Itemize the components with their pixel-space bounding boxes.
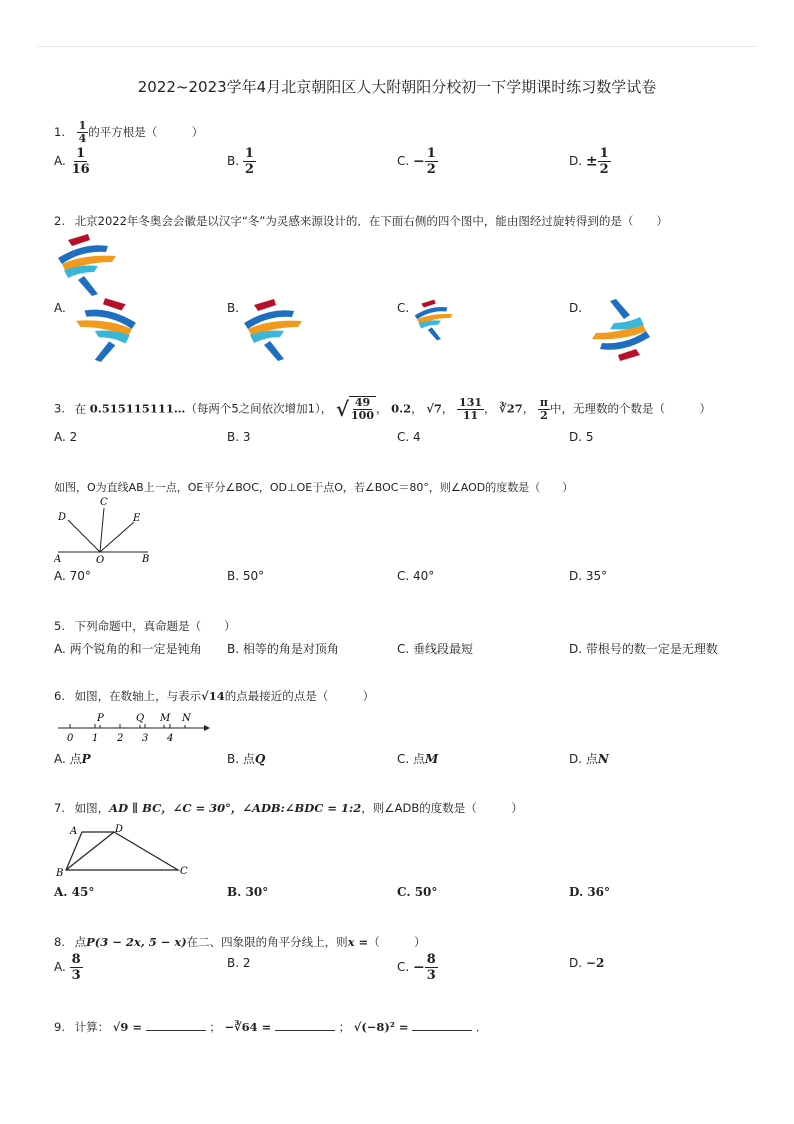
option-b[interactable]: B. 3 <box>227 430 251 444</box>
question-1-options <box>54 146 754 176</box>
option-d[interactable]: D. 点N <box>569 752 609 766</box>
tick-2: 2 <box>117 733 124 744</box>
question-5-options <box>54 640 754 670</box>
point-m: M <box>160 713 171 724</box>
expr-sqrt-neg8-sq: √(−8)² = <box>353 1020 409 1034</box>
option-c[interactable]: C. 40° <box>397 569 435 583</box>
tick-4: 4 <box>167 733 174 744</box>
question-7: 7. 如图，AD ∥ BC，∠C = 30°，∠ADB:∠BDC = 1:2，则∠ADB的度数是（ ） <box>54 801 523 815</box>
label-a: A <box>54 554 62 565</box>
point-n: N <box>182 713 191 724</box>
question-number: 3. <box>54 401 65 416</box>
option-c[interactable]: C. 点M <box>397 752 439 766</box>
option-d[interactable]: D. <box>569 301 583 315</box>
tick-3: 3 <box>142 733 149 744</box>
option-d[interactable]: D. 36° <box>569 885 611 899</box>
label-a: A <box>70 826 78 837</box>
option-d[interactable]: D. −2 <box>569 956 605 970</box>
expr-cbrt-64: −∛64 = <box>224 1020 272 1034</box>
question-text: 的平方根是（ ） <box>88 125 204 139</box>
question-number: 9. <box>54 1020 65 1034</box>
answer-blank-3[interactable] <box>412 1018 472 1031</box>
question-text: 北京2022年冬奥会会徽是以汉字“冬”为灵感来源设计的．在下面右侧的四个图中，能由图经过旋转得到的是（ ） <box>74 214 668 228</box>
question-text: 下列命题中，真命题是（ ） <box>74 619 236 633</box>
answer-blank-1[interactable] <box>146 1018 206 1031</box>
label-b: B <box>56 868 64 879</box>
option-a[interactable]: A. <box>54 301 66 315</box>
label-e: E <box>133 513 141 524</box>
question-number: 1. <box>54 125 65 139</box>
repeating-number: 0.515115111… <box>89 401 186 416</box>
question-8: 8. 点P(3 − 2x, 5 − x)在二、四象限的角平分线上，则x =（ ） <box>54 935 426 949</box>
question-1 <box>54 120 203 145</box>
option-d[interactable]: D. 带根号的数一定是无理数 <box>569 642 718 656</box>
question-number: 7. <box>54 801 65 815</box>
winter-olympics-emblem-original <box>54 232 124 298</box>
option-a[interactable]: A. $\frac{8}{3}$ <box>54 952 81 983</box>
option-d[interactable]: D. 5 <box>569 430 594 444</box>
option-b[interactable]: B. 相等的角是对顶角 <box>227 642 339 656</box>
question-3-options <box>54 430 754 460</box>
option-d[interactable]: D. ± $\frac{1}{2}$ <box>569 146 609 177</box>
condition-math: AD ∥ BC，∠C = 30°，∠ADB:∠BDC = 1:2 <box>109 801 362 815</box>
label-d: D <box>58 512 67 523</box>
option-b[interactable]: B. 2 <box>227 956 251 970</box>
trapezoid-figure <box>54 820 194 880</box>
page-title: 2022~2023学年4月北京朝阳区人大附朝阳分校初一下学期课时练习数学试卷 <box>137 78 657 96</box>
sqrt-14: √14 <box>201 689 225 703</box>
option-c[interactable]: C. 垂线段最短 <box>397 642 474 656</box>
fraction: $\frac{1}{4}$ <box>78 119 87 145</box>
question-text: 如图，O为直线AB上一点，OE平分∠BOC，OD⊥OE于点O，若∠BOC＝80°，则∠AOD的度数是（ ） <box>54 481 574 494</box>
label-b: B <box>142 554 150 565</box>
question-number: 2. <box>54 214 65 228</box>
label-c: C <box>100 497 108 508</box>
option-a[interactable]: A. 点P <box>54 752 91 766</box>
emblem-option-c <box>412 298 458 342</box>
option-b[interactable]: B. <box>227 301 240 315</box>
question-8-options <box>54 952 754 982</box>
point-p: P <box>97 713 104 724</box>
answer-blank-2[interactable] <box>275 1018 335 1031</box>
option-b[interactable]: B. 点Q <box>227 752 266 766</box>
option-c[interactable]: C. − $\frac{1}{2}$ <box>397 146 436 177</box>
option-b[interactable]: B. $\frac{1}{2}$ <box>227 146 254 177</box>
emblem-option-b <box>240 296 310 364</box>
angle-figure <box>54 494 164 566</box>
option-c[interactable]: C. − $\frac{8}{3}$ <box>397 952 436 983</box>
question-9: 9. 计算： √9 = ； −∛64 = ； √(−8)² = ． <box>54 1020 488 1034</box>
option-a[interactable]: A. 70° <box>54 569 91 583</box>
expr-sqrt-9: √9 = <box>112 1020 142 1034</box>
question-7-options <box>54 885 754 915</box>
question-5 <box>54 618 236 634</box>
tick-1: 1 <box>92 733 99 744</box>
question-3: 3. 在 0.515115111…（每两个5之间依次增加1）， √ $\frac{49}{100}$ ， 0.2， √7， $\frac{131}{11}$ ， ∛27， $\frac{\pi}{2}$ 中，无理数的个数是（ ） <box>54 395 711 422</box>
question-2 <box>54 213 668 229</box>
sqrt-sign: √ <box>335 397 350 421</box>
sqrt-fraction: $\frac{49}{100}$ <box>351 396 374 422</box>
option-a[interactable]: A. 两个锐角的和一定是钝角 <box>54 642 202 656</box>
option-a[interactable]: A. 45° <box>54 885 95 899</box>
option-b[interactable]: B. 50° <box>227 569 265 583</box>
question-4-options <box>54 569 754 599</box>
point-coords: P(3 − 2x, 5 − x) <box>86 935 187 949</box>
label-c: C <box>180 866 188 877</box>
option-a[interactable]: A. 2 <box>54 430 78 444</box>
option-c[interactable]: C. 50° <box>397 885 438 899</box>
option-b[interactable]: B. 30° <box>227 885 269 899</box>
label-o: O <box>96 555 105 566</box>
question-number: 8. <box>54 935 65 949</box>
question-number: 6. <box>54 689 65 703</box>
point-q: Q <box>136 713 145 724</box>
number-line <box>54 708 214 744</box>
emblem-option-d <box>584 296 654 364</box>
question-number: 5. <box>54 619 65 633</box>
emblem-option-a <box>68 296 140 364</box>
question-6: 6. 如图，在数轴上，与表示√14的点最接近的点是（ ） <box>54 689 375 703</box>
option-d[interactable]: D. 35° <box>569 569 608 583</box>
tick-0: 0 <box>67 733 74 744</box>
option-a[interactable]: A. $\frac{1}{16}$ <box>54 146 90 177</box>
option-c[interactable]: C. 4 <box>397 430 421 444</box>
question-6-options <box>54 750 754 780</box>
option-c[interactable]: C. <box>397 301 410 315</box>
top-divider <box>38 46 756 47</box>
label-d: D <box>115 824 124 835</box>
